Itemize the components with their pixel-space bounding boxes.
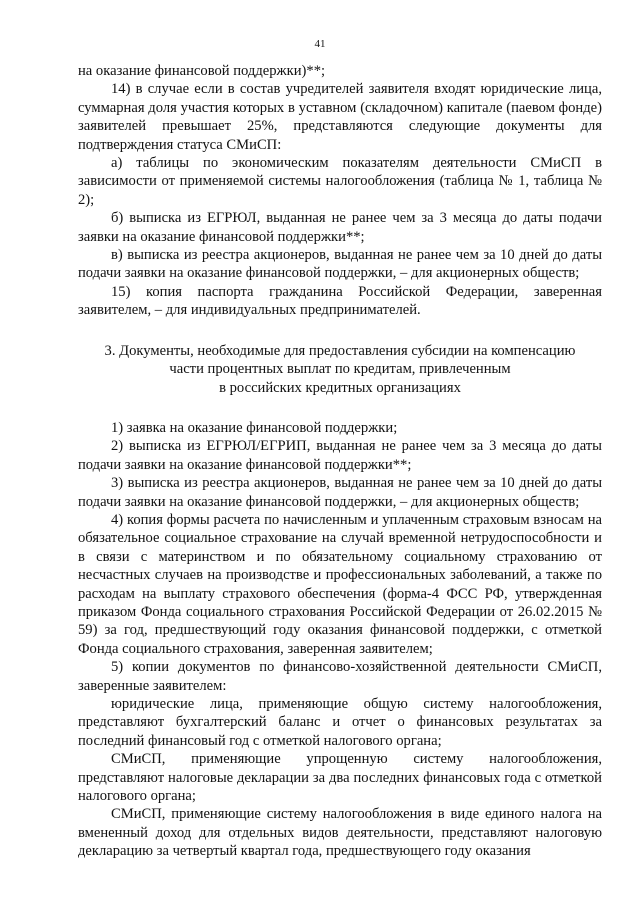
paragraph: 15) копия паспорта гражданина Российской Федерации, заверенная заявителем, – для индивидуальных предпринимателей. bbox=[78, 283, 602, 319]
paragraph: СМиСП, применяющие упрощенную систему налогообложения, представляют налоговые декларации за два последних финансовых года с отметкой налогового органа; bbox=[78, 751, 602, 805]
paragraph: б) выписка из ЕГРЮЛ, выданная не ранее чем за 3 месяца до даты подачи заявки на оказание финансовой поддержки**; bbox=[78, 210, 602, 245]
section-heading-line: в российских кредитных организациях bbox=[219, 379, 461, 396]
paragraph: 14) в случае если в состав учредителей заявителя входят юридические лица, суммарная доля участия которых в уставном (складочном) капитале (паевом фонде) заявителей превышает 25%, представляются следующие документы для подтверждения статуса СМиСП: bbox=[78, 81, 602, 153]
paragraph: 3) выписка из реестра акционеров, выданная не ранее чем за 10 дней до даты подачи заявки на оказание финансовой поддержки, – для акционерных обществ; bbox=[78, 475, 602, 510]
page-number: 41 bbox=[314, 38, 326, 50]
section-heading-line: 3. Документы, необходимые для предоставления субсидии на компенсацию bbox=[104, 342, 576, 359]
document-body bbox=[78, 62, 602, 861]
paragraph: а) таблицы по экономическим показателям деятельности СМиСП в зависимости от применяемой системы налогообложения (таблица № 1, таблица № 2); bbox=[78, 155, 602, 208]
paragraph: 1) заявка на оказание финансовой поддержки; bbox=[111, 419, 398, 436]
paragraph: на оказание финансовой поддержки)**; bbox=[78, 63, 326, 79]
paragraph: в) выписка из реестра акционеров, выданная не ранее чем за 10 дней до даты подачи заявки на оказание финансовой поддержки, – для акционерных обществ; bbox=[78, 247, 602, 282]
section-heading bbox=[78, 342, 602, 397]
paragraph: СМиСП, применяющие систему налогообложения в виде единого налога на вмененный доход для отдельных видов деятельности, представляют налоговую декларацию за четвертый квартал года, предшествующего году оказания bbox=[78, 806, 602, 860]
paragraph: 2) выписка из ЕГРЮЛ/ЕГРИП, выданная не ранее чем за 3 месяца до даты подачи заявки на оказание финансовой поддержки**; bbox=[78, 438, 602, 473]
section-heading-line: части процентных выплат по кредитам, привлеченным bbox=[169, 361, 511, 378]
paragraph: 4) копия формы расчета по начисленным и уплаченным страховым взносам на обязательное социальное страхование на случай временной нетрудоспособности и в связи с материнством и по обязательному социальному страхованию от несчастных случаев на производстве и профессиональных заболеваний, а также по расходам на выплату страхового обеспечения (форма-4 ФСС РФ, утвержденная приказом Фонда социального страхования Российской Федерации от 26.02.2015 № 59) за год, предшествующий году оказания финансовой поддержки, с отметкой Фонда социального страхования, заверенная заявителем; bbox=[78, 511, 602, 657]
paragraph: юридические лица, применяющие общую систему налогообложения, представляют бухгалтерский баланс и отчет о финансовых результатах за последний финансовый год с отметкой налогового органа; bbox=[78, 696, 602, 749]
paragraph: 5) копии документов по финансово-хозяйственной деятельности СМиСП, заверенные заявителем: bbox=[78, 659, 602, 694]
